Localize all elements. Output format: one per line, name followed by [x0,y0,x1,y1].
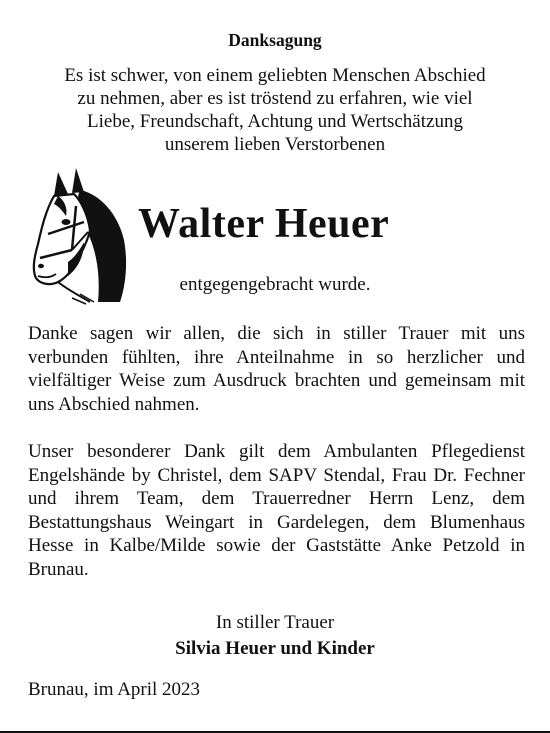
closing-phrase: In stiller Trauer [215,612,335,633]
intro-line: Liebe, Freundschaft, Achtung und Wertschätzung [87,111,463,132]
deceased-name: Walter Heuer [138,201,390,247]
intro-line: unserem lieben Verstorbenen [164,134,386,155]
thanks-paragraph: Danke sagen wir allen, die sich in stiller Trauer mit uns verbunden fühlten, ihre Anteilnahme in so herzlicher und vielfältiger Weise zum Ausdruck brachten und gemeinsam mit uns Abschied nahmen. [28,323,525,415]
signers: Silvia Heuer und Kinder [175,638,375,659]
special-thanks-paragraph: Unser besonderer Dank gilt dem Ambulanten Pflegedienst Engelshände by Christel, dem SAPV Stendal, Frau Dr. Fechner und ihrem Team, dem Trauerredner Herrn Lenz, dem Bestattungshaus Weingart in Gardelegen, dem Blumenhaus Hesse in Kalbe/Milde sowie der Gaststätte Anke Petzold in Brunau. [28,441,525,580]
closing-block [0,610,550,662]
intro-line: Es ist schwer, von einem geliebten Menschen Abschied [64,65,486,86]
intro-text [0,64,550,156]
after-name-text: entgegengebracht wurde. [179,274,371,295]
intro-line: zu nehmen, aber es ist tröstend zu erfahren, wie viel [77,88,473,109]
notice-heading: Danksagung [228,30,322,50]
place-date: Brunau, im April 2023 [28,679,201,700]
